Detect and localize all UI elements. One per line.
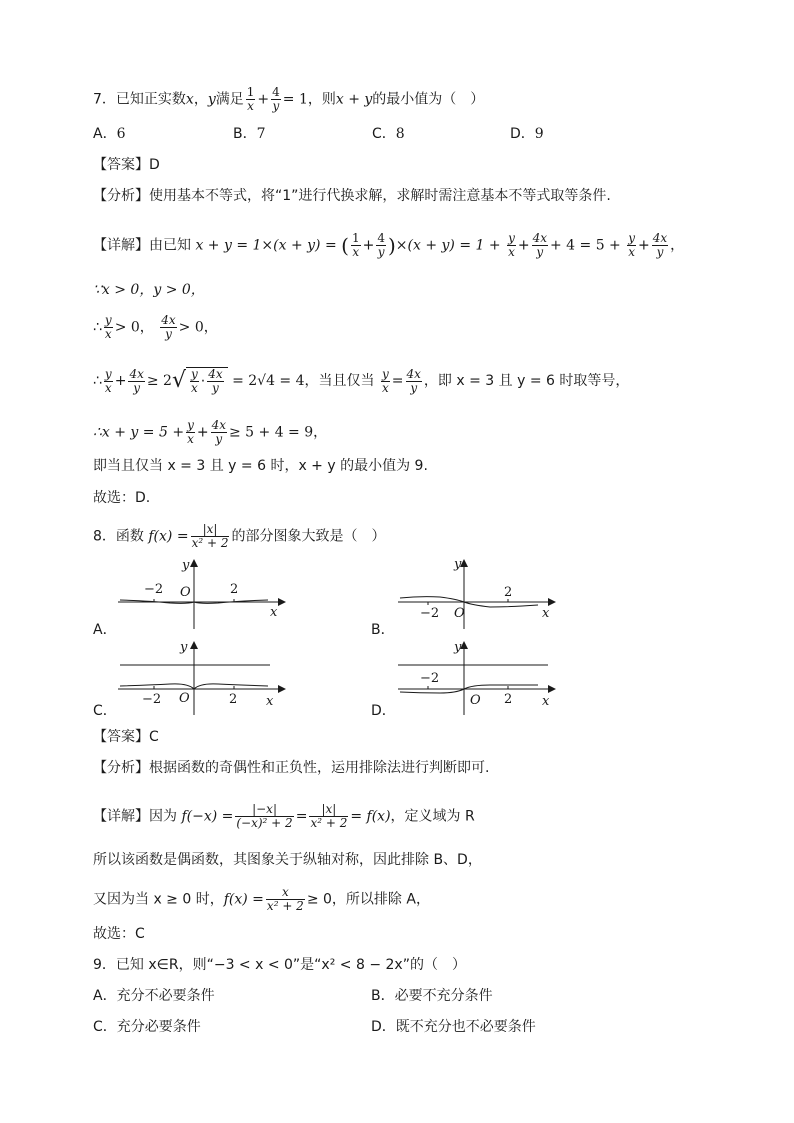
q7-answer: 【答案】D bbox=[93, 157, 160, 173]
graph-c bbox=[110, 635, 290, 715]
tick-pos-2: 2 bbox=[504, 585, 513, 600]
tick-neg-2: −2 bbox=[142, 692, 162, 707]
graph-a-label: A． bbox=[93, 622, 117, 638]
y-axis-label: y bbox=[182, 558, 190, 573]
q7-option-b: B．7 bbox=[233, 126, 266, 142]
graph-d bbox=[390, 635, 570, 715]
q9-option-c: C．充分必要条件 bbox=[93, 1019, 201, 1035]
q7-analysis: 【分析】使用基本不等式，将“1”进行代换求解，求解时需注意基本不等式取等条件. bbox=[93, 188, 611, 204]
q7-because: ∵x > 0，y > 0， bbox=[93, 282, 205, 298]
y-axis-label: y bbox=[180, 640, 188, 655]
tick-neg-2: −2 bbox=[420, 606, 440, 621]
tick-neg-2: −2 bbox=[144, 582, 164, 597]
q7-option-a: A．6 bbox=[93, 126, 126, 142]
q8-choose: 故选：C bbox=[93, 926, 145, 942]
q8-detail-line3: 又因为当 x ≥ 0 时，f(x) = $\frac{x}{\text{x² + 2}}$ ≥ 0，所以排除 A， bbox=[93, 885, 430, 913]
q9-stem: 9．已知 x∈R，则“−3 < x < 0”是“x² < 8 − 2x”的（ ） bbox=[93, 957, 466, 973]
graph-b-label: B． bbox=[371, 622, 395, 638]
fraction: $\frac{1}{x}$ bbox=[246, 85, 255, 113]
origin-label: O bbox=[454, 606, 465, 621]
q7-detail-line1: 【详解】由已知 x + y = 1×(x + y) = ( $\frac{1}{x}$ + $\frac{4}{y}$ )×(x + y) = 1 + $\frac{y}{x}$ + $\frac{4x}{y}$ + 4 = 5 + $\frac{y}{x}$ + $\frac{4x}{y}$ ， bbox=[93, 231, 685, 259]
q8-answer: 【答案】C bbox=[93, 729, 159, 745]
tick-neg-2: −2 bbox=[420, 671, 440, 686]
graph-c-label: C． bbox=[93, 703, 117, 719]
x-axis-label: x bbox=[542, 694, 550, 709]
q8-analysis: 【分析】根据函数的奇偶性和正负性，运用排除法进行判断即可. bbox=[93, 760, 490, 776]
x-axis-label: x bbox=[266, 694, 274, 709]
graph-d-label: D． bbox=[371, 703, 396, 719]
tick-pos-2: 2 bbox=[230, 582, 239, 597]
q8-detail-line2: 所以该函数是偶函数，其图象关于纵轴对称，因此排除 B、D， bbox=[93, 852, 482, 868]
q7-inequality: ∴ $\frac{y}{x}$ + $\frac{4x}{y}$ ≥ 2√ $\frac{y}{x}$ · $\frac{4x}{y}$ = 2√4 = 4，当且仅当 $\frac{y}{x}$ = $\frac{4x}{y}$ ，即 x = 3 且 y = 6 时取等号， bbox=[93, 366, 630, 395]
q8-stem: 8．函数 f(x) = $\frac{|x|}{\text{x² + 2}}$ 的部分图象大致是（ ） bbox=[93, 522, 386, 550]
q7-option-c: C．8 bbox=[372, 126, 405, 142]
x-axis-label: x bbox=[270, 605, 278, 620]
q7-choose: 故选：D. bbox=[93, 490, 151, 506]
q7-therefore1: ∴ $\frac{y}{x}$ > 0， $\frac{4x}{y}$ > 0， bbox=[93, 313, 218, 341]
q8-detail-line1: 【详解】因为 f(−x) = $\frac{|-x|}{\text{(−x)² + 2}}$ = $\frac{|x|}{\text{x² + 2}}$ = f(x)，定义域为 R bbox=[93, 802, 475, 830]
y-axis-label: y bbox=[454, 640, 462, 655]
graph-b bbox=[390, 555, 570, 635]
origin-label: O bbox=[470, 693, 481, 708]
q9-option-a: A．充分不必要条件 bbox=[93, 988, 215, 1004]
q9-option-b: B．必要不充分条件 bbox=[371, 988, 493, 1004]
q7-option-d: D．9 bbox=[510, 126, 544, 142]
origin-label: O bbox=[179, 691, 190, 706]
x-axis-label: x bbox=[542, 606, 550, 621]
q9-option-d: D．既不充分也不必要条件 bbox=[371, 1019, 536, 1035]
tick-pos-2: 2 bbox=[504, 692, 513, 707]
q7-conclusion: 即当且仅当 x = 3 且 y = 6 时，x + y 的最小值为 9. bbox=[93, 458, 428, 474]
origin-label: O bbox=[180, 585, 191, 600]
q7-sum: ∴x + y = 5 + $\frac{y}{x}$ + $\frac{4x}{y}$ ≥ 5 + 4 = 9， bbox=[93, 418, 328, 446]
fraction: $\frac{4}{y}$ bbox=[272, 85, 280, 113]
y-axis-label: y bbox=[454, 557, 462, 572]
q7-stem: 7．已知正实数x，y满足 $\frac{1}{x}$ + $\frac{4}{y}$ = 1，则x + y的最小值为（ ） bbox=[93, 85, 485, 113]
graph-a bbox=[110, 555, 290, 635]
tick-pos-2: 2 bbox=[229, 692, 238, 707]
